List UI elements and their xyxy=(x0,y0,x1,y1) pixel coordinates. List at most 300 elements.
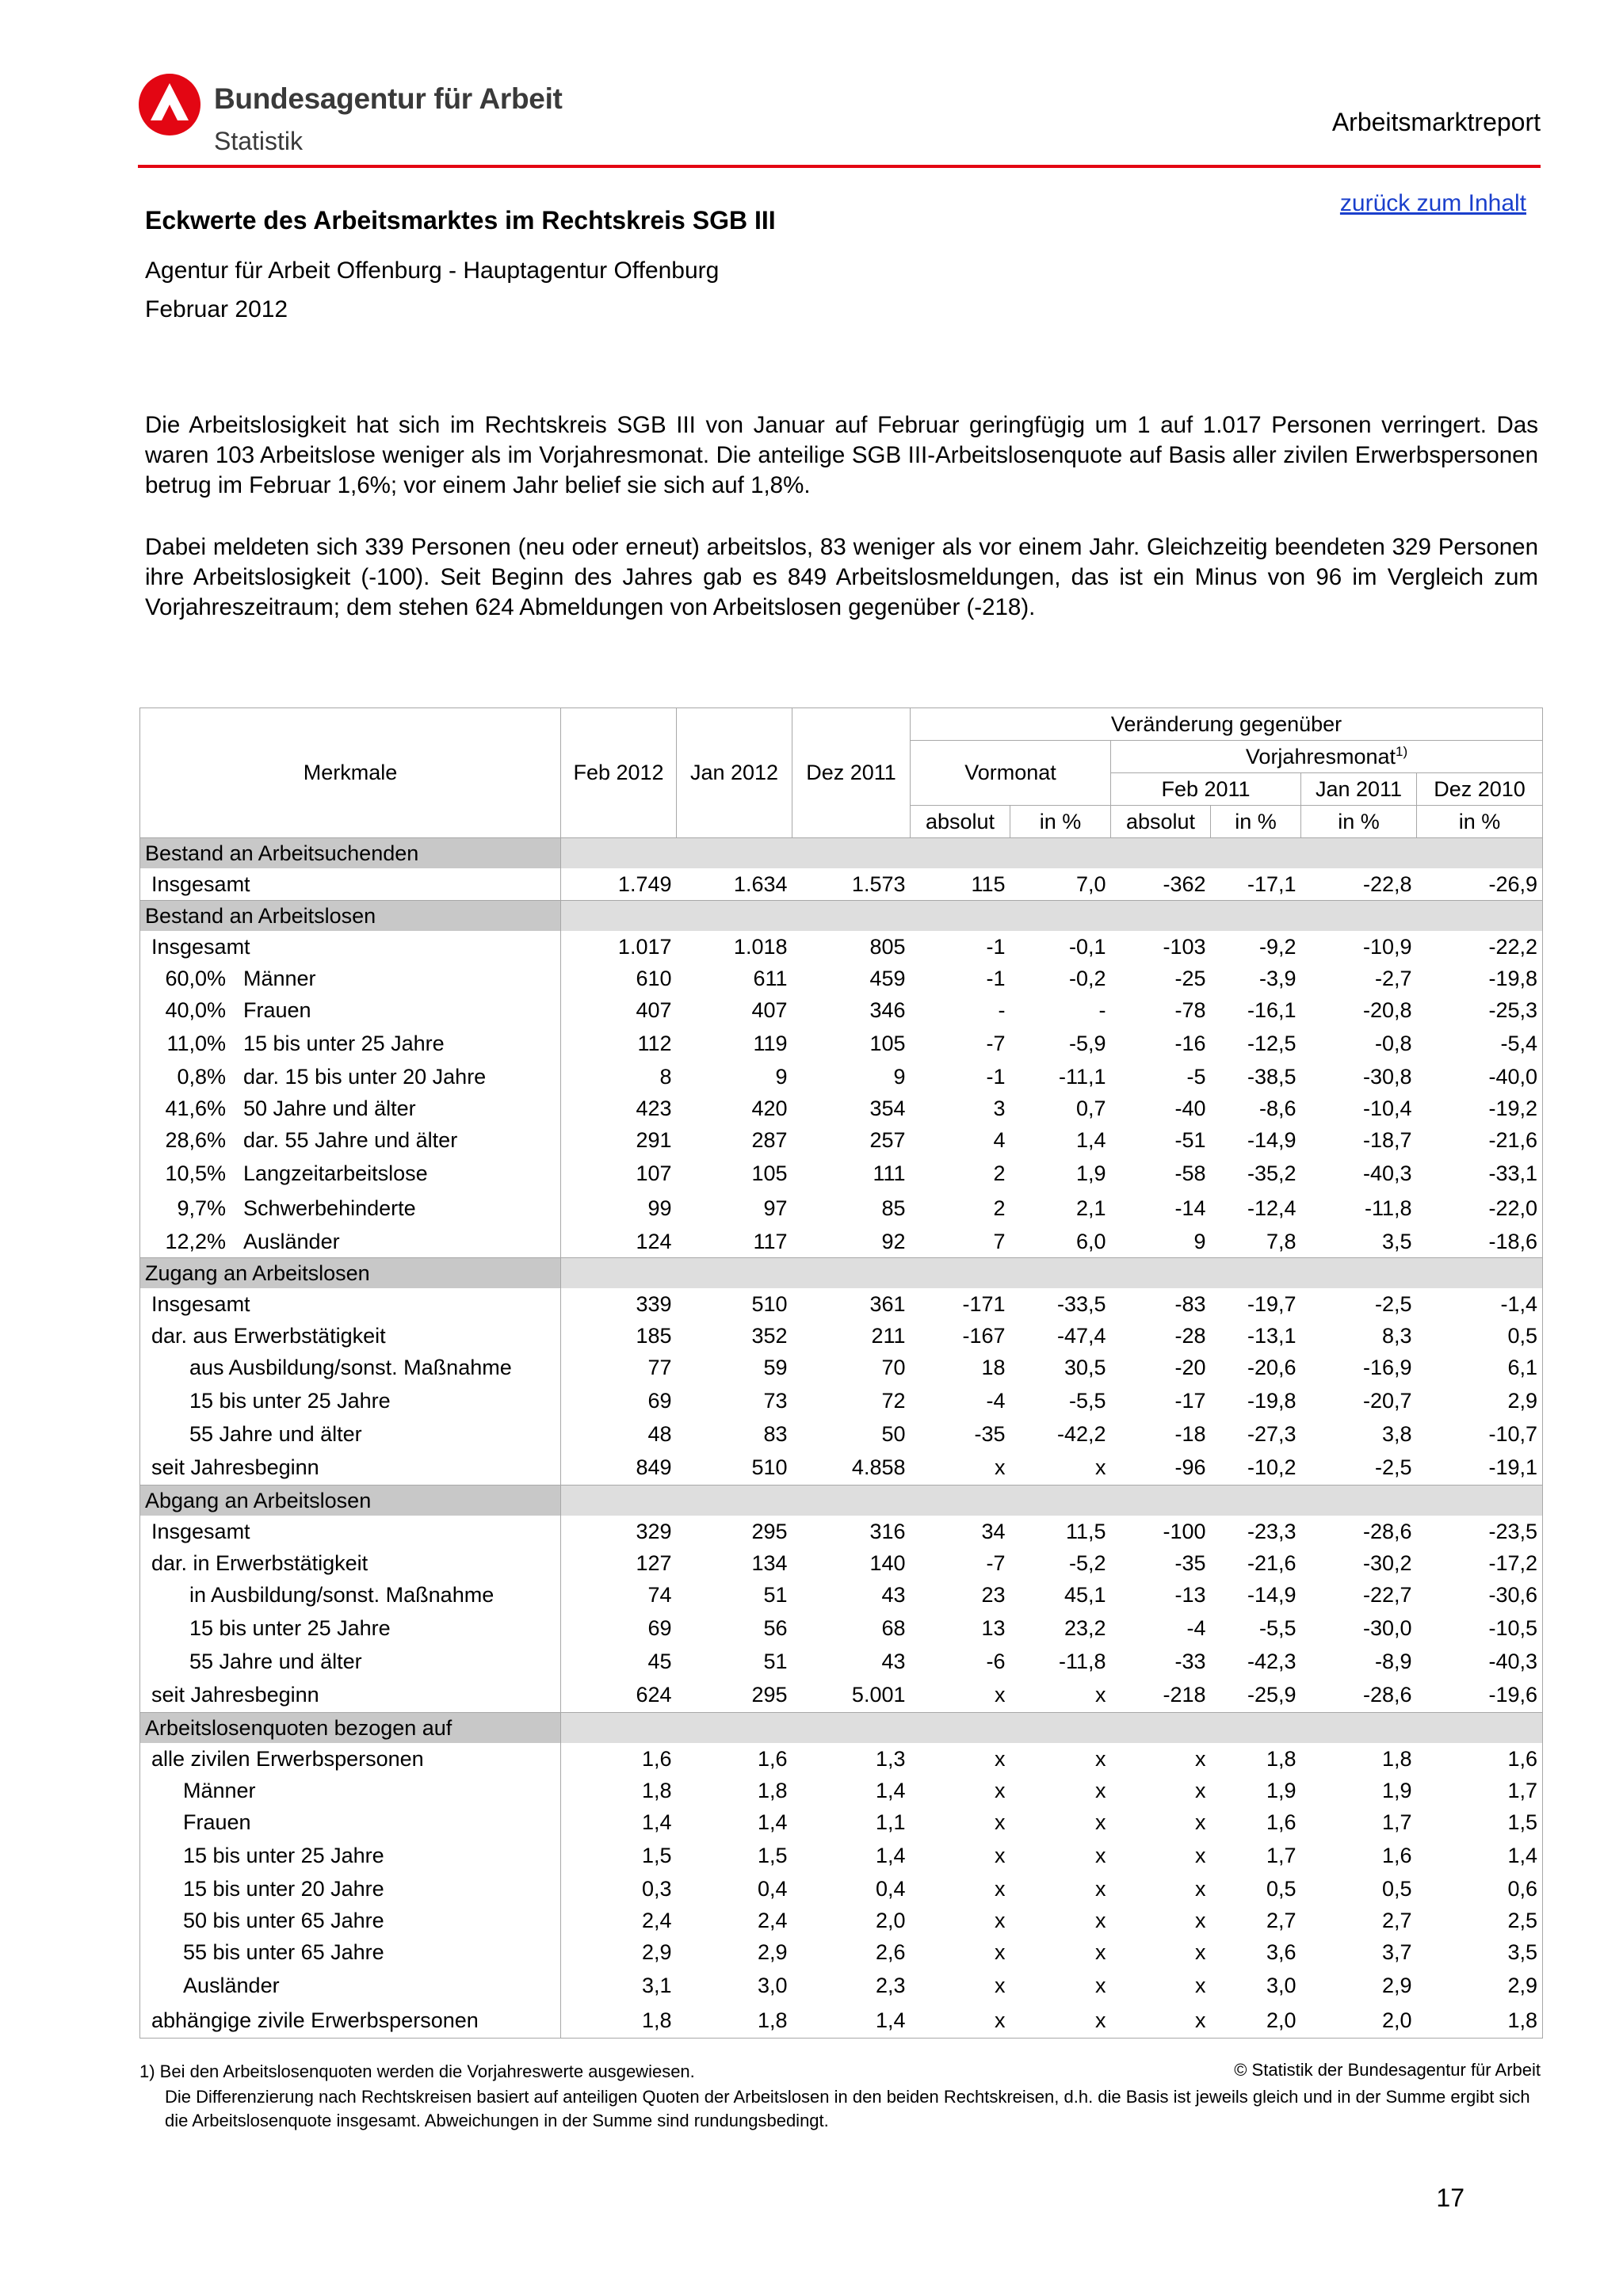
agency-name: Agentur für Arbeit Offenburg - Hauptagentur Offenburg xyxy=(145,257,720,284)
value-cell: 2,6 xyxy=(875,1939,906,1964)
section-header-row xyxy=(140,901,1543,932)
value-cell: -33,5 xyxy=(1056,1291,1106,1316)
value-cell: -12,4 xyxy=(1247,1196,1296,1220)
section-fill xyxy=(561,901,1543,932)
value-cell: 4 xyxy=(993,1127,1006,1152)
value-cell: -5,4 xyxy=(1500,1031,1538,1055)
value-cell: -42,3 xyxy=(1247,1649,1296,1673)
header-rule xyxy=(138,165,1541,168)
section-header-row xyxy=(140,1486,1543,1516)
table-row xyxy=(140,994,1543,1026)
value-cell: -7 xyxy=(986,1550,1006,1575)
value-cell: 23 xyxy=(981,1582,1006,1607)
section-fill xyxy=(561,1258,1543,1289)
value-cell: 1,9 xyxy=(1075,1161,1106,1185)
value-cell: 7 xyxy=(993,1229,1006,1253)
value-cell: -362 xyxy=(1163,871,1206,896)
value-cell: 329 xyxy=(636,1519,672,1543)
value-cell: -20,7 xyxy=(1362,1388,1412,1413)
table-row xyxy=(140,1611,1543,1646)
report-period: Februar 2012 xyxy=(145,296,288,322)
value-cell: 2,5 xyxy=(1507,1908,1538,1932)
row-label-cell xyxy=(140,994,561,1026)
value-cell: 85 xyxy=(881,1196,906,1220)
value-cell: -171 xyxy=(962,1291,1006,1316)
value-cell: 1,6 xyxy=(1266,1810,1296,1834)
value-cell: 1,6 xyxy=(641,1746,672,1771)
value-cell: 43 xyxy=(881,1582,906,1607)
value-cell: -27,3 xyxy=(1247,1421,1296,1446)
value-cell: -1,4 xyxy=(1500,1291,1538,1316)
value-cell: 68 xyxy=(881,1615,906,1640)
value-cell: 1.634 xyxy=(733,871,788,896)
value-cell: 69 xyxy=(647,1388,672,1413)
row-label-cell xyxy=(140,1806,561,1838)
header-dez-2011: Dez 2011 xyxy=(792,708,911,838)
row-label: 15 bis unter 25 Jahre xyxy=(189,1388,391,1413)
value-cell: x xyxy=(1195,1939,1206,1964)
value-cell: -10,2 xyxy=(1247,1455,1296,1479)
value-cell: 295 xyxy=(751,1682,788,1707)
table-row xyxy=(140,1061,1543,1093)
value-cell: 361 xyxy=(869,1291,906,1316)
section-title: Bestand an Arbeitslosen xyxy=(140,901,561,932)
row-label: Frauen xyxy=(243,997,311,1022)
value-cell: 1,9 xyxy=(1266,1778,1296,1802)
footnote-2: Die Differenzierung nach Rechtskreisen basiert auf anteiligen Quoten der Arbeitslosen in den beiden Rechtskreisen, d.h. die Basis ist jeweils gleich und in der Summe ergibt sich die Arbeitslosenquote insgesamt. Abweichungen in der Summe sind rundungsbedingt. xyxy=(165,2087,1530,2130)
value-cell: -5,5 xyxy=(1258,1615,1296,1640)
table-row xyxy=(140,1936,1543,1968)
value-cell: 2,9 xyxy=(757,1939,788,1964)
value-cell: 18 xyxy=(981,1355,1006,1379)
value-cell: 510 xyxy=(751,1455,788,1479)
table-row xyxy=(140,1743,1543,1775)
row-label-cell xyxy=(140,1226,561,1258)
footnote-ref: 1) xyxy=(1396,744,1408,759)
value-cell: 211 xyxy=(871,1323,906,1348)
row-share: 9,7% xyxy=(177,1196,226,1220)
value-cell: 1,8 xyxy=(641,2008,672,2032)
header-feb-2012: Feb 2012 xyxy=(561,708,677,838)
value-cell: 1,8 xyxy=(641,1778,672,1802)
value-cell: -11,8 xyxy=(1058,1649,1106,1673)
value-cell: 1,4 xyxy=(1507,1843,1538,1867)
table-row xyxy=(140,1450,1543,1486)
value-cell: 2,9 xyxy=(1381,1973,1412,1997)
value-cell: 1,6 xyxy=(1381,1843,1412,1867)
value-cell: -20 xyxy=(1174,1355,1206,1379)
table-row xyxy=(140,1288,1543,1320)
row-label: 15 bis unter 25 Jahre xyxy=(243,1031,445,1055)
value-cell: -25 xyxy=(1174,966,1206,990)
value-cell: -25,9 xyxy=(1247,1682,1296,1707)
value-cell: -17 xyxy=(1174,1388,1206,1413)
value-cell: -14 xyxy=(1174,1196,1206,1220)
header-in-pct: in % xyxy=(1417,806,1543,838)
row-label-cell xyxy=(140,2003,561,2039)
report-label: Arbeitsmarktreport xyxy=(1331,108,1541,136)
value-cell: 2,7 xyxy=(1266,1908,1296,1932)
value-cell: x xyxy=(995,1843,1006,1867)
value-cell: -28,6 xyxy=(1362,1519,1412,1543)
value-cell: 2 xyxy=(993,1196,1006,1220)
header-merkmale: Merkmale xyxy=(140,708,561,838)
value-cell: 295 xyxy=(751,1519,788,1543)
value-cell: -19,8 xyxy=(1247,1388,1296,1413)
value-cell: 0,4 xyxy=(875,1876,906,1901)
value-cell: 1,6 xyxy=(757,1746,788,1771)
value-cell: 97 xyxy=(763,1196,788,1220)
org-name: Bundesagentur für Arbeit xyxy=(214,82,563,115)
table-row xyxy=(140,1418,1543,1450)
footnote-1: 1) Bei den Arbeitslosenquoten werden die Vorjahreswerte ausgewiesen. xyxy=(139,2061,695,2081)
row-label: 55 Jahre und älter xyxy=(189,1649,362,1673)
section-title: Zugang an Arbeitslosen xyxy=(140,1258,561,1289)
value-cell: -21,6 xyxy=(1488,1127,1538,1152)
row-label: 15 bis unter 25 Jahre xyxy=(189,1615,391,1640)
value-cell: -6 xyxy=(986,1649,1006,1673)
value-cell: -40 xyxy=(1174,1096,1206,1120)
row-label-cell xyxy=(140,1743,561,1775)
row-label-cell xyxy=(140,1611,561,1646)
value-cell: -14,9 xyxy=(1247,1582,1296,1607)
row-label-cell xyxy=(140,1156,561,1191)
value-cell: 1,4 xyxy=(1075,1127,1106,1152)
value-cell: 9 xyxy=(775,1064,788,1089)
value-cell: -22,0 xyxy=(1488,1196,1538,1220)
value-cell: 107 xyxy=(636,1161,672,1185)
copyright: © Statistik der Bundesagentur für Arbeit xyxy=(1234,2060,1541,2080)
value-cell: x xyxy=(1195,1843,1206,1867)
row-share: 12,2% xyxy=(165,1229,226,1253)
table-row xyxy=(140,1806,1543,1838)
value-cell: 185 xyxy=(636,1323,672,1348)
value-cell: -9,2 xyxy=(1258,934,1296,959)
value-cell: x xyxy=(1195,1876,1206,1901)
row-label-cell xyxy=(140,1093,561,1124)
header-in-pct: in % xyxy=(1211,806,1301,838)
value-cell: 1,7 xyxy=(1266,1843,1296,1867)
value-cell: 1,4 xyxy=(875,2008,906,2032)
row-label-cell xyxy=(140,1646,561,1677)
table-row xyxy=(140,1775,1543,1806)
value-cell: x xyxy=(1095,1455,1106,1479)
value-cell: 73 xyxy=(763,1388,788,1413)
value-cell: 105 xyxy=(869,1031,906,1055)
header-dez-2010: Dez 2010 xyxy=(1417,773,1543,806)
value-cell: 3,0 xyxy=(1266,1973,1296,1997)
value-cell: -16,1 xyxy=(1247,997,1296,1022)
value-cell: 2,0 xyxy=(875,1908,906,1932)
row-label: seit Jahresbeginn xyxy=(151,1455,319,1479)
value-cell: 51 xyxy=(763,1649,788,1673)
value-cell: -33,1 xyxy=(1488,1161,1538,1185)
value-cell: -38,5 xyxy=(1247,1064,1296,1089)
table-row xyxy=(140,1124,1543,1156)
value-cell: 2,7 xyxy=(1381,1908,1412,1932)
row-label: Männer xyxy=(243,966,316,990)
value-cell: 11,5 xyxy=(1065,1519,1106,1543)
row-label: in Ausbildung/sonst. Maßnahme xyxy=(189,1582,495,1607)
value-cell: -19,7 xyxy=(1247,1291,1296,1316)
value-cell: 6,1 xyxy=(1507,1355,1538,1379)
ba-logo-icon xyxy=(138,73,201,136)
value-cell: x xyxy=(995,1455,1006,1479)
value-cell: -103 xyxy=(1163,934,1206,959)
row-label-cell xyxy=(140,1968,561,2003)
value-cell: 3,5 xyxy=(1507,1939,1538,1964)
value-cell: 2,9 xyxy=(1507,1388,1538,1413)
header-veraenderung: Veränderung gegenüber xyxy=(911,708,1543,741)
value-cell: 0,3 xyxy=(641,1876,672,1901)
value-cell: 510 xyxy=(751,1291,788,1316)
value-cell: -10,5 xyxy=(1488,1615,1538,1640)
row-label: alle zivilen Erwerbspersonen xyxy=(151,1746,424,1771)
value-cell: 5.001 xyxy=(851,1682,906,1707)
value-cell: -21,6 xyxy=(1247,1550,1296,1575)
value-cell: -28 xyxy=(1174,1323,1206,1348)
value-cell: 8 xyxy=(659,1064,672,1089)
value-cell: 407 xyxy=(751,997,788,1022)
value-cell: -100 xyxy=(1163,1519,1206,1543)
value-cell: -14,9 xyxy=(1247,1127,1296,1152)
value-cell: -30,6 xyxy=(1488,1582,1538,1607)
table-row xyxy=(140,1547,1543,1579)
header-absolut: absolut xyxy=(1111,806,1211,838)
value-cell: -18,7 xyxy=(1362,1127,1412,1152)
value-cell: -7 xyxy=(986,1031,1006,1055)
value-cell: 1,8 xyxy=(1381,1746,1412,1771)
value-cell: -58 xyxy=(1174,1161,1206,1185)
value-cell: 74 xyxy=(647,1582,672,1607)
value-cell: -5 xyxy=(1186,1064,1206,1089)
value-cell: 1.573 xyxy=(851,871,906,896)
page-number: 17 xyxy=(1436,2183,1465,2212)
value-cell: -78 xyxy=(1174,997,1206,1022)
value-cell: 1,8 xyxy=(757,1778,788,1802)
value-cell: 3,0 xyxy=(757,1973,788,1997)
section-fill xyxy=(561,1486,1543,1516)
value-cell: -167 xyxy=(962,1323,1006,1348)
row-label: 50 bis unter 65 Jahre xyxy=(183,1908,384,1932)
value-cell: 611 xyxy=(753,966,788,990)
value-cell: 99 xyxy=(647,1196,672,1220)
row-label-cell xyxy=(140,1383,561,1418)
value-cell: -28,6 xyxy=(1362,1682,1412,1707)
value-cell: x xyxy=(1095,1939,1106,1964)
value-cell: 2,0 xyxy=(1381,2008,1412,2032)
value-cell: -5,5 xyxy=(1068,1388,1106,1413)
header-vormonat: Vormonat xyxy=(911,741,1111,806)
row-label-cell xyxy=(140,1775,561,1806)
table-row xyxy=(140,1093,1543,1124)
value-cell: x xyxy=(1195,1746,1206,1771)
value-cell: -20,6 xyxy=(1247,1355,1296,1379)
value-cell: -47,4 xyxy=(1056,1323,1106,1348)
row-label-cell xyxy=(140,1838,561,1873)
row-label-cell xyxy=(140,1905,561,1936)
value-cell: -30,0 xyxy=(1362,1615,1412,1640)
header-jan-2012: Jan 2012 xyxy=(677,708,792,838)
value-cell: 291 xyxy=(636,1127,672,1152)
value-cell: -4 xyxy=(1186,1615,1206,1640)
org-subtitle: Statistik xyxy=(214,127,304,155)
value-cell: x xyxy=(995,1810,1006,1834)
value-cell: -11,1 xyxy=(1058,1064,1106,1089)
table-row xyxy=(140,1516,1543,1547)
value-cell: -19,6 xyxy=(1488,1682,1538,1707)
row-label-cell xyxy=(140,1579,561,1611)
value-cell: -23,3 xyxy=(1247,1519,1296,1543)
value-cell: x xyxy=(1095,1778,1106,1802)
value-cell: 346 xyxy=(869,997,906,1022)
value-cell: 2,9 xyxy=(641,1939,672,1964)
value-cell: -16 xyxy=(1174,1031,1206,1055)
value-cell: 9 xyxy=(893,1064,906,1089)
value-cell: 3 xyxy=(993,1096,1006,1120)
value-cell: 1,3 xyxy=(875,1746,906,1771)
value-cell: 77 xyxy=(647,1355,672,1379)
value-cell: 423 xyxy=(636,1096,672,1120)
row-label: 55 Jahre und älter xyxy=(189,1421,362,1446)
value-cell: 124 xyxy=(636,1229,672,1253)
value-cell: x xyxy=(1095,1810,1106,1834)
row-share: 0,8% xyxy=(177,1064,226,1089)
value-cell: 0,5 xyxy=(1507,1323,1538,1348)
value-cell: - xyxy=(1098,997,1106,1022)
value-cell: 1,5 xyxy=(1507,1810,1538,1834)
value-cell: -35 xyxy=(974,1421,1006,1446)
table-row xyxy=(140,1026,1543,1061)
value-cell: x xyxy=(995,1973,1006,1997)
value-cell: x xyxy=(1195,1810,1206,1834)
value-cell: 1,5 xyxy=(757,1843,788,1867)
value-cell: -96 xyxy=(1174,1455,1206,1479)
value-cell: 127 xyxy=(636,1550,672,1575)
value-cell: -22,7 xyxy=(1362,1582,1412,1607)
row-label-cell xyxy=(140,1936,561,1968)
value-cell: -22,8 xyxy=(1362,871,1412,896)
value-cell: 119 xyxy=(753,1031,788,1055)
value-cell: -10,7 xyxy=(1488,1421,1538,1446)
section-fill xyxy=(561,838,1543,869)
table-row xyxy=(140,868,1543,901)
value-cell: -26,9 xyxy=(1488,871,1538,896)
value-cell: 30,5 xyxy=(1064,1355,1106,1379)
row-label: Insgesamt xyxy=(151,1519,250,1543)
value-cell: 6,0 xyxy=(1075,1229,1106,1253)
value-cell: -30,2 xyxy=(1362,1550,1412,1575)
value-cell: 56 xyxy=(763,1615,788,1640)
value-cell: -35,2 xyxy=(1247,1161,1296,1185)
table-row xyxy=(140,2003,1543,2039)
section-fill xyxy=(561,1713,1543,1744)
header-jan-2011: Jan 2011 xyxy=(1301,773,1417,806)
value-cell: -8,6 xyxy=(1258,1096,1296,1120)
value-cell: 2,3 xyxy=(875,1973,906,1997)
table-row xyxy=(140,1352,1543,1383)
table-row xyxy=(140,963,1543,994)
section-title: Abgang an Arbeitslosen xyxy=(140,1486,561,1516)
row-label-cell xyxy=(140,1061,561,1093)
table-row xyxy=(140,1579,1543,1611)
value-cell: -2,5 xyxy=(1374,1291,1412,1316)
value-cell: 1,4 xyxy=(875,1778,906,1802)
header-vorjahresmonat xyxy=(1111,741,1543,773)
value-cell: - xyxy=(998,997,1006,1022)
value-cell: -18,6 xyxy=(1488,1229,1538,1253)
value-cell: 1,8 xyxy=(1266,1746,1296,1771)
value-cell: x xyxy=(1095,1876,1106,1901)
value-cell: x xyxy=(1095,1973,1106,1997)
value-cell: 2,4 xyxy=(641,1908,672,1932)
value-cell: x xyxy=(1095,1682,1106,1707)
value-cell: 1,9 xyxy=(1381,1778,1412,1802)
row-label-cell xyxy=(140,1677,561,1713)
value-cell: 1.017 xyxy=(617,934,672,959)
value-cell: -0,1 xyxy=(1068,934,1106,959)
value-cell: -40,3 xyxy=(1488,1649,1538,1673)
value-cell: -19,1 xyxy=(1488,1455,1538,1479)
value-cell: 624 xyxy=(636,1682,672,1707)
header-feb-2011: Feb 2011 xyxy=(1111,773,1301,806)
value-cell: -3,9 xyxy=(1258,966,1296,990)
table-row xyxy=(140,1226,1543,1258)
row-label: abhängige zivile Erwerbspersonen xyxy=(151,2008,479,2032)
value-cell: x xyxy=(995,1908,1006,1932)
row-label-cell xyxy=(140,1320,561,1352)
row-label-cell xyxy=(140,1418,561,1450)
value-cell: -17,2 xyxy=(1488,1550,1538,1575)
row-share: 40,0% xyxy=(165,997,226,1022)
value-cell: 0,7 xyxy=(1075,1096,1106,1120)
value-cell: 7,8 xyxy=(1266,1229,1296,1253)
value-cell: x xyxy=(1195,2008,1206,2032)
value-cell: -30,8 xyxy=(1362,1064,1412,1089)
summary-paragraph-1: Die Arbeitslosigkeit hat sich im Rechtskreis SGB III von Januar auf Februar geringfügig um 1 auf 1.017 Personen verringert. Das waren 103 Arbeitslose weniger als im Vorjahresmonat. Die anteilige SGB III-Arbeitslosenquote auf Basis aller zivilen Erwerbspersonen betrug im Februar 1,6%; vor einem Jahr belief sie sich auf 1,8%. xyxy=(145,412,1538,498)
value-cell: 459 xyxy=(869,966,906,990)
value-cell: x xyxy=(995,1746,1006,1771)
value-cell: -16,9 xyxy=(1362,1355,1412,1379)
value-cell: 134 xyxy=(751,1550,788,1575)
value-cell: -42,2 xyxy=(1056,1421,1106,1446)
value-cell: -25,3 xyxy=(1488,997,1538,1022)
row-label: Insgesamt xyxy=(151,871,250,896)
value-cell: 50 xyxy=(881,1421,906,1446)
value-cell: 1,8 xyxy=(1507,2008,1538,2032)
value-cell: -1 xyxy=(986,934,1006,959)
value-cell: 2,0 xyxy=(1266,2008,1296,2032)
value-cell: x xyxy=(995,1778,1006,1802)
value-cell: -0,8 xyxy=(1374,1031,1412,1055)
value-cell: x xyxy=(995,1939,1006,1964)
value-cell: -10,4 xyxy=(1362,1096,1412,1120)
row-label: Frauen xyxy=(183,1810,251,1834)
summary-paragraph-2: Dabei meldeten sich 339 Personen (neu oder erneut) arbeitslos, 83 weniger als vor einem Jahr. Gleichzeitig beendeten 329 Personen ihre Arbeitslosigkeit (-100). Seit Beginn des Jahres gab es 849 Arbeitslosmeldungen, das ist ein Minus von 96 im Vergleich zum Vorjahreszeitraum; dem stehen 624 Abmeldungen von Arbeitslosen gegenüber (-218). xyxy=(145,534,1538,620)
value-cell: 59 xyxy=(763,1355,788,1379)
back-to-contents-link[interactable]: zurück zum Inhalt xyxy=(1339,190,1526,216)
value-cell: 105 xyxy=(751,1161,788,1185)
value-cell: -11,8 xyxy=(1364,1196,1412,1220)
value-cell: -218 xyxy=(1163,1682,1206,1707)
row-label: 55 bis unter 65 Jahre xyxy=(183,1939,384,1964)
value-cell: -12,5 xyxy=(1247,1031,1296,1055)
row-label: Insgesamt xyxy=(151,934,250,959)
row-label: Insgesamt xyxy=(151,1291,250,1316)
value-cell: 2 xyxy=(993,1161,1006,1185)
value-cell: 1,8 xyxy=(757,2008,788,2032)
table-row xyxy=(140,1873,1543,1905)
